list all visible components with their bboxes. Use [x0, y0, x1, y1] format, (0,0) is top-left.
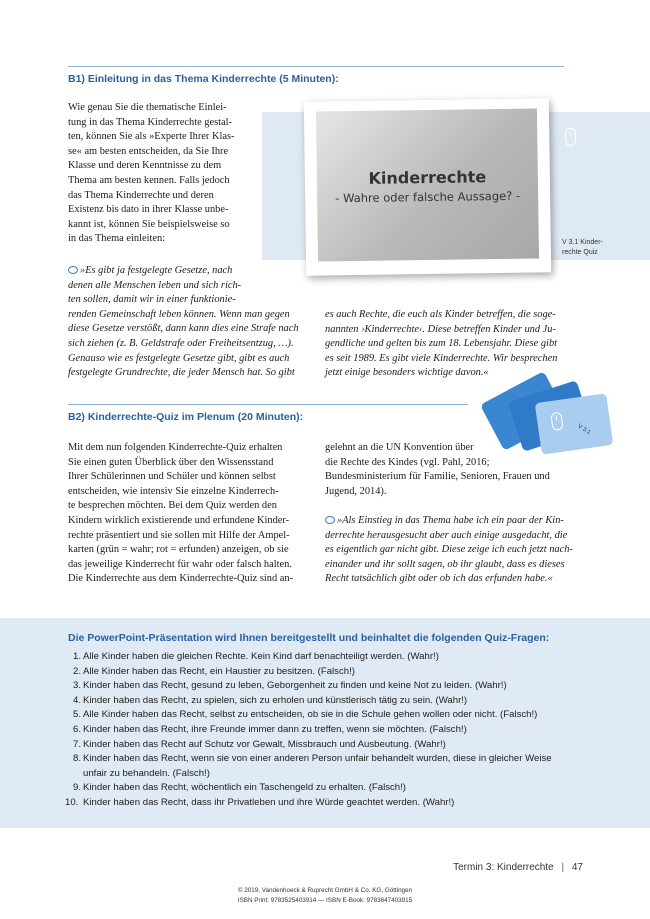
text-line	[68, 264, 318, 279]
text-line: es auch Rechte, die euch als Kinder betreffen, die soge-	[325, 309, 556, 320]
item-number: 5.	[72, 709, 81, 721]
text-line: entscheiden, wie intensiv Sie einzelne Kinderrech-	[68, 485, 279, 497]
text-line: jetzt einige besonders wichtige davon.«	[325, 367, 489, 379]
text-line: das jeweilige Kinderrecht für wahr oder falsch halten.	[68, 558, 292, 570]
text-line: die Rechte des Kindes (vgl. Pahl, 2016;	[325, 456, 490, 468]
section-divider	[68, 404, 468, 405]
item-text: Kinder haben das Recht, dass ihr Privatleben und ihre Würde geachtet werden. (Wahr!)	[83, 796, 455, 808]
mouse-icon	[565, 128, 576, 146]
list-item	[68, 781, 578, 796]
quote-left	[68, 264, 318, 381]
b2-paragraph-left	[68, 441, 313, 587]
item-text: Kinder haben das Recht, wenn sie von einer anderen Person unfair behandelt wurden, diese in gleicher Weise	[83, 753, 552, 765]
item-number: 9.	[72, 782, 81, 794]
text-line: rechte präsentiert und sie sollen mit Hilfe der Ampel-	[68, 529, 290, 541]
text-line: Thema am besten kennen. Falls jedoch	[68, 174, 230, 186]
quiz-list	[65, 650, 578, 811]
item-number: 8.	[72, 753, 81, 765]
card-label: V 3.1	[576, 423, 592, 436]
mouse-icon	[550, 412, 563, 431]
slide-caption	[562, 238, 632, 258]
page-footer	[453, 862, 583, 873]
item-text: Alle Kinder haben das Recht, ein Haustier zu besitzen. (Falsch!)	[83, 665, 355, 677]
list-item	[68, 650, 578, 665]
quote-start: »Es gibt ja festgelegte Gesetze, nach	[80, 265, 233, 276]
b2-paragraph-right	[325, 441, 570, 499]
copyright-line: © 2019, Vandenhoeck & Ruprecht GmbH & Co. KG, Göttingen	[237, 887, 413, 894]
item-number: 3.	[72, 680, 81, 692]
caption-line: V 3.1 Kinder-	[562, 239, 603, 246]
text-line: diese Gesetze verstößt, dann kann dies eine Strafe nach	[68, 323, 299, 335]
running-title: Termin 3: Kinderrechte	[453, 862, 554, 873]
slide-title: Kinderrechte	[368, 167, 487, 188]
slide-canvas	[316, 108, 539, 261]
section-b2-heading: B2) Kinderrechte-Quiz im Plenum (20 Minuten):	[68, 411, 304, 423]
text-line: karten (grün = wahr; rot = erfunden) anzeigen, ob sie	[68, 544, 289, 556]
text-line: ten, können Sie als »Experte Ihrer Klas-	[68, 131, 235, 143]
slide-thumbnail	[304, 98, 551, 275]
slide-subtitle: - Wahre oder falsche Aussage? -	[335, 188, 521, 206]
text-line: te besprechen möchten. Bei dem Quiz werden den	[68, 500, 277, 512]
quiz-heading: Die PowerPoint-Präsentation wird Ihnen bereitgestellt und beinhaltet die folgenden Quiz-Fragen:	[68, 632, 550, 644]
text-line: Die Kinderrechte aus dem Kinderrechte-Quiz sind an-	[68, 573, 294, 585]
list-item	[68, 665, 578, 680]
quote-b2	[325, 514, 575, 587]
text-line: se« am besten entscheiden, da Sie Ihre	[68, 145, 229, 157]
speech-bubble-icon	[68, 266, 78, 274]
item-text: Kinder haben das Recht, zu spielen, sich zu erholen und künstlerisch tätig zu sein. (Wahr!)	[83, 694, 468, 706]
list-item-continuation	[68, 767, 578, 782]
text-line: ten sollen, damit wir in einer funktionie-	[68, 294, 236, 306]
item-number: 2.	[72, 665, 81, 677]
item-number: 10.	[65, 796, 79, 808]
list-item	[68, 694, 578, 709]
item-text: Alle Kinder haben die gleichen Rechte. Kein Kind darf benachteiligt werden. (Wahr!)	[83, 651, 439, 662]
footer-separator: |	[561, 862, 565, 873]
text-line: Recht tatsächlich gibt oder ob ich das erfunden habe.«	[325, 573, 553, 585]
list-item	[65, 796, 578, 811]
text-line: kannt ist, können Sie beispielsweise so	[68, 218, 230, 230]
text-line: nannten ›Kinderrechte‹. Diese betreffen Kinder und Ju-	[325, 323, 556, 335]
section-b1-heading: B1) Einleitung in das Thema Kinderrechte (5 Minuten):	[68, 73, 339, 85]
text-line: renden Gemeinschaft leben können. Wenn man gegen	[68, 308, 290, 320]
text-line: in das Thema einleiten:	[68, 233, 166, 245]
top-rule	[68, 66, 564, 67]
text-line: Wie genau Sie die thematische Einlei-	[68, 102, 227, 113]
text-line: gelehnt an die UN Konvention über	[325, 442, 474, 453]
text-line: gendliche und gelten bis zum 18. Lebensjahr. Diese gibt	[325, 338, 558, 350]
list-item	[68, 723, 578, 738]
item-number: 7.	[72, 738, 81, 750]
quote-start: »Als Einstieg in das Thema habe ich ein paar der Kin-	[337, 515, 564, 526]
item-text: Kinder haben das Recht auf Schutz vor Gewalt, Missbrauch und Ausbeutung. (Wahr!)	[83, 738, 446, 750]
intro-paragraph	[68, 101, 258, 247]
item-text: Kinder haben das Recht, ihre Freunde immer dann zu treffen, wenn sie möchten. (Falsch!)	[83, 723, 467, 735]
page-number: 47	[571, 862, 583, 873]
text-line: Genauso wie es festgelegte Gesetze gibt, gibt es auch	[68, 352, 290, 364]
list-item	[68, 738, 578, 753]
text-line: es seit 1989. Es gibt viele Kinderrechte. Wir besprechen	[325, 352, 558, 364]
text-line: Mit dem nun folgenden Kinderrechte-Quiz erhalten	[68, 442, 283, 453]
item-number: 4.	[72, 694, 81, 706]
text-line: derrechte herausgesucht aber auch einige ausgedacht, die	[325, 529, 568, 541]
text-line: es eigentlich gar nicht gibt. Diese zeige ich euch jetzt nach-	[325, 544, 573, 556]
item-text: Kinder haben das Recht, gesund zu leben, Geborgenheit zu finden und keine Not zu leiden. (Wahr!)	[83, 680, 507, 692]
isbn-line: ISBN Print: 9783525403914 — ISBN E-Book: 9783647403915	[237, 897, 413, 904]
item-number: 6.	[72, 723, 81, 735]
text-line: denen alle Menschen leben und sich rich-	[68, 279, 242, 291]
text-line: das Thema Kinderrechte und deren	[68, 189, 214, 201]
list-item	[68, 679, 578, 694]
text-line: Ihrer Schülerinnen und Schüler und können selbst	[68, 471, 276, 483]
text-line: Sie einen guten Überblick über den Wissensstand	[68, 456, 274, 468]
speech-bubble-icon	[325, 516, 335, 524]
text-line: Kindern wirklich existierende und erfundene Kinder-	[68, 514, 290, 526]
caption-line: rechte Quiz	[562, 249, 598, 256]
text-line: Jugend, 2014).	[325, 485, 387, 497]
text-line: festgelegte Grundrechte, die jeder Mensch hat. So gibt	[68, 367, 295, 379]
text-line	[325, 514, 575, 529]
text-line: Bundesministerium für Familie, Senioren, Frauen und	[325, 471, 550, 483]
item-number: 1.	[72, 651, 81, 662]
text-line: Klasse und deren Kenntnisse zu dem	[68, 160, 222, 172]
list-item	[68, 708, 578, 723]
list-item	[68, 752, 578, 767]
item-text: unfair zu behandeln. (Falsch!)	[83, 767, 210, 779]
quote-right	[325, 308, 570, 381]
text-line: sich ziehen (z. B. Geldstrafe oder Freiheitsentzug, …).	[68, 337, 294, 349]
text-line: Existenz bis dato in ihrer Klasse unbe-	[68, 204, 229, 216]
item-text: Kinder haben das Recht, wöchentlich ein Taschengeld zu erhalten. (Falsch!)	[83, 782, 407, 794]
text-line: tung in das Thema Kinderrechte gestal-	[68, 116, 232, 128]
text-line: einander und ihr sollt sagen, ob ihr glaubt, dass es dieses	[325, 558, 565, 570]
item-text: Alle Kinder haben das Recht, selbst zu entscheiden, ob sie in die Schule gehen wollen oder nicht. (Falsch!)	[83, 709, 538, 721]
